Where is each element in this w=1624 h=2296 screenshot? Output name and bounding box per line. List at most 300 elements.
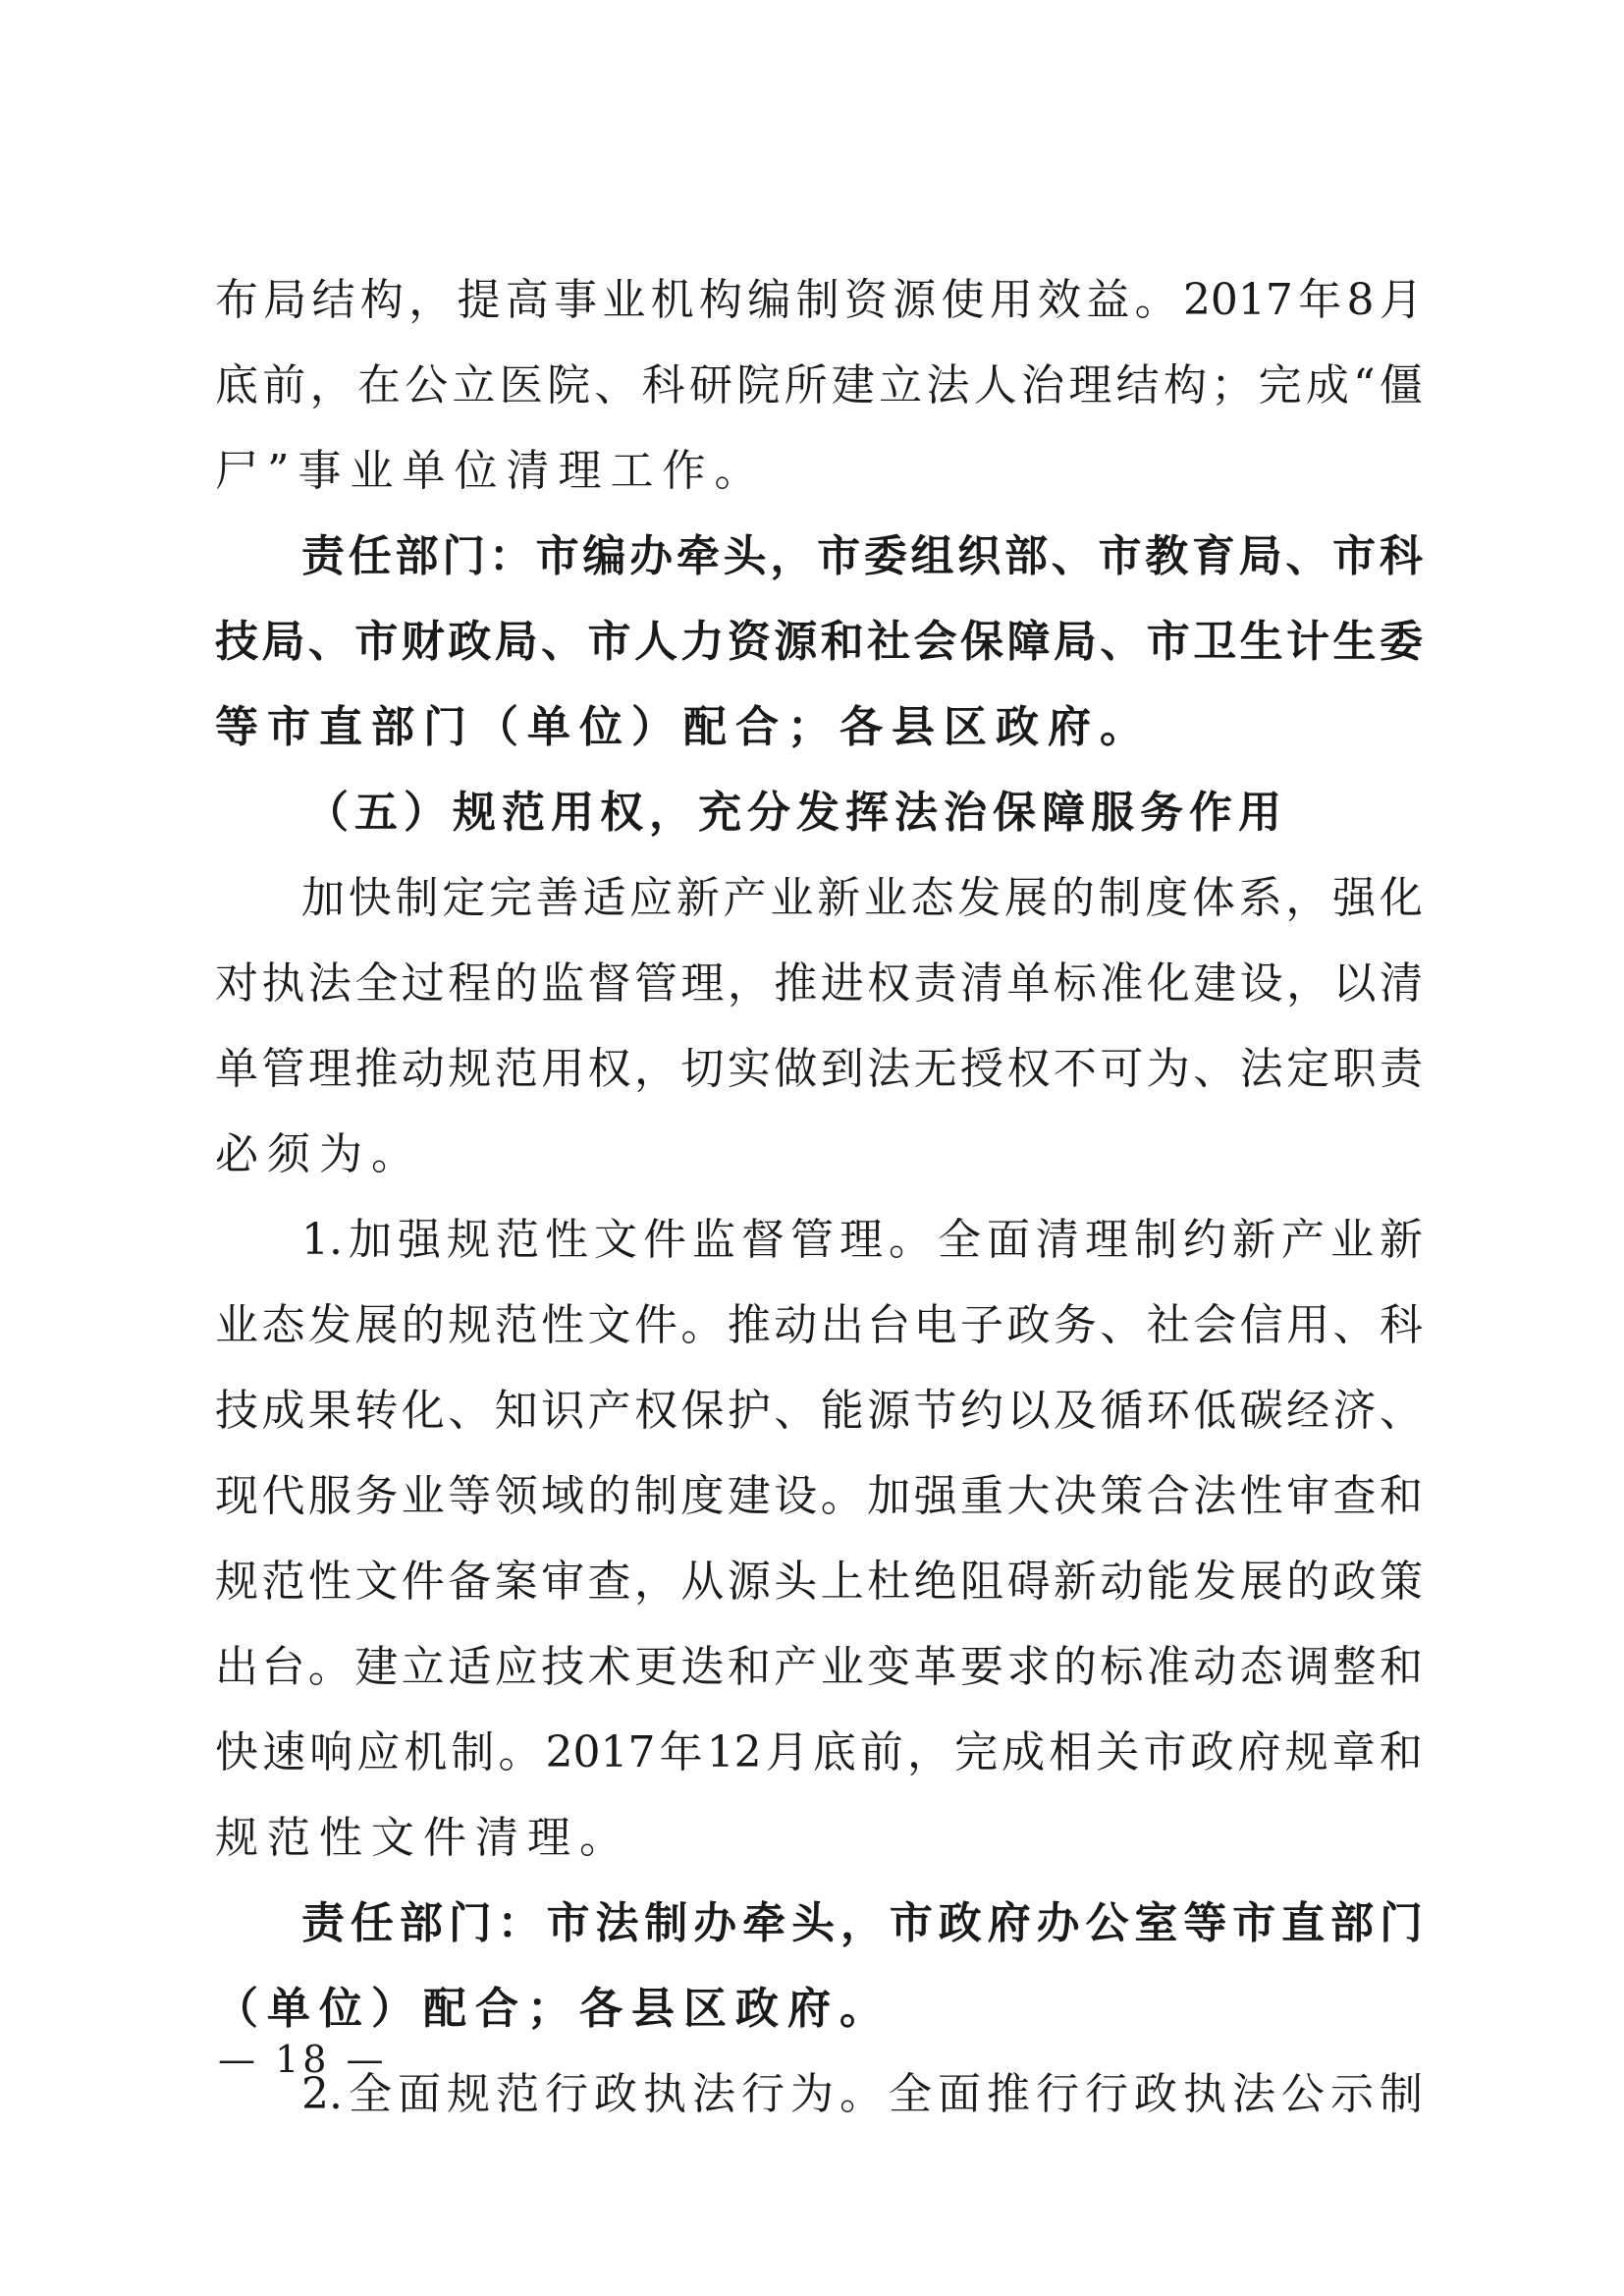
glyph: 度: [680, 1471, 725, 1521]
glyph: 委: [863, 531, 907, 581]
glyph: 。: [820, 1471, 864, 1521]
glyph: 出: [820, 1300, 864, 1350]
glyph: 子: [960, 1300, 1003, 1350]
glyph: 务: [354, 1471, 399, 1521]
glyph: 资: [843, 275, 888, 325]
glyph: 法: [1239, 1044, 1283, 1094]
glyph: 头: [791, 1898, 836, 1948]
glyph: 市: [1143, 1727, 1187, 1777]
glyph: 规: [448, 1044, 492, 1094]
glyph: 革: [913, 1642, 957, 1692]
glyph: 制: [795, 275, 839, 325]
glyph: 在: [356, 360, 401, 410]
glyph: 快: [348, 873, 392, 923]
glyph: 责: [913, 958, 957, 1009]
glyph: 新: [1053, 1557, 1097, 1607]
glyph: 准: [1146, 1642, 1190, 1692]
glyph: 推: [727, 1300, 771, 1350]
glyph: 护: [727, 1386, 771, 1436]
glyph: 对: [215, 958, 258, 1009]
glyph: 、: [1332, 1300, 1377, 1350]
glyph: 推: [774, 958, 818, 1009]
glyph: 社: [867, 617, 911, 667]
glyph: 出: [215, 1642, 258, 1692]
glyph: 绝: [913, 1557, 957, 1607]
glyph: 政: [938, 1898, 982, 1948]
glyph: 成: [261, 1386, 305, 1436]
glyph: ，: [633, 1044, 677, 1094]
glyph: 新: [1379, 1215, 1423, 1265]
glyph: 标: [1053, 958, 1097, 1009]
glyph: 。: [498, 1727, 542, 1777]
text-line: [215, 428, 1423, 514]
glyph: 完: [488, 873, 532, 923]
glyph: 等: [448, 1471, 492, 1521]
text-line: [215, 1624, 1423, 1710]
line-text: 等市直部门（单位）配合；各县区政府。: [215, 702, 1152, 752]
glyph: 规: [446, 2069, 490, 2119]
text-line: [215, 684, 1423, 770]
glyph: 源: [893, 275, 937, 325]
glyph: ，: [1285, 873, 1329, 923]
glyph: 和: [820, 617, 864, 667]
glyph: 市: [354, 617, 399, 667]
glyph: 代: [261, 1471, 305, 1521]
glyph: 新: [676, 873, 720, 923]
glyph: 理: [680, 958, 725, 1009]
glyph: 业: [820, 1642, 864, 1692]
glyph: 法: [1231, 2069, 1275, 2119]
glyph: 清: [1035, 1215, 1079, 1265]
glyph: 准: [1100, 958, 1144, 1009]
glyph: 部: [399, 1898, 443, 1948]
glyph: 杜: [867, 1557, 911, 1607]
glyph: 局: [494, 617, 538, 667]
glyph: 院: [547, 360, 591, 410]
glyph: 术: [587, 1642, 631, 1692]
glyph: 件: [642, 1215, 686, 1265]
glyph: 识: [541, 1386, 585, 1436]
paragraph-6: [215, 2051, 1423, 2137]
glyph: 用: [541, 1044, 585, 1094]
glyph: 构: [1163, 360, 1207, 410]
text-line: [215, 1197, 1423, 1283]
glyph: 要: [960, 1642, 1003, 1692]
glyph: 权: [867, 958, 911, 1009]
glyph: 年: [659, 1727, 703, 1777]
glyph: 善: [535, 873, 579, 923]
glyph: 碳: [1239, 1386, 1283, 1436]
glyph: 体: [1191, 873, 1235, 923]
glyph: 知: [494, 1386, 538, 1436]
glyph: 源: [867, 1386, 911, 1436]
glyph: 、: [774, 1386, 818, 1436]
glyph: 设: [1239, 958, 1283, 1009]
glyph: 理: [1084, 1215, 1128, 1265]
glyph: 局: [261, 617, 305, 667]
glyph: 查: [587, 1557, 631, 1607]
glyph: 立: [401, 1642, 445, 1692]
glyph: 业: [602, 275, 646, 325]
glyph: 切: [680, 1044, 725, 1094]
glyph: 化: [401, 1386, 445, 1436]
glyph: 展: [1239, 1557, 1283, 1607]
text-line: [215, 941, 1423, 1026]
glyph: 域: [541, 1471, 585, 1521]
glyph: 文: [587, 1300, 631, 1350]
glyph: 编: [747, 275, 791, 325]
glyph: 立: [879, 360, 923, 410]
glyph: 制: [1379, 2069, 1423, 2119]
glyph: 标: [1100, 1642, 1144, 1692]
glyph: 结: [1115, 360, 1160, 410]
glyph: 不: [1053, 1044, 1097, 1094]
glyph: 编: [582, 531, 626, 581]
glyph: 行: [1035, 2069, 1079, 2119]
glyph: 政: [1006, 1300, 1051, 1350]
glyph: 织: [957, 531, 1001, 581]
glyph: 关: [1096, 1727, 1140, 1777]
glyph: 研: [688, 360, 732, 410]
glyph: 生: [1332, 617, 1377, 667]
glyph: 完: [954, 1727, 999, 1777]
glyph: 门: [442, 531, 486, 581]
glyph: 清: [960, 958, 1003, 1009]
glyph: 相: [1049, 1727, 1093, 1777]
glyph: 合: [1146, 1471, 1190, 1521]
glyph: 面: [397, 2069, 441, 2119]
glyph: 部: [1004, 531, 1049, 581]
glyph: 性: [541, 1300, 585, 1350]
glyph: 可: [1100, 1044, 1144, 1094]
glyph: 、: [541, 617, 585, 667]
text-line: [215, 1966, 1423, 2051]
glyph: 节: [913, 1386, 957, 1436]
glyph: 管: [633, 958, 677, 1009]
glyph: 强: [1332, 873, 1377, 923]
glyph: 调: [1286, 1642, 1330, 1692]
glyph: 资: [727, 617, 771, 667]
glyph: 、: [1193, 1044, 1237, 1094]
glyph: 僵: [1379, 360, 1423, 410]
document-body: [215, 257, 1423, 2137]
glyph: 技: [541, 1642, 585, 1692]
glyph: 科: [641, 360, 685, 410]
text-line: [215, 1283, 1423, 1368]
paragraph-1: [215, 257, 1423, 514]
glyph: 科: [1379, 1300, 1423, 1350]
glyph: ，: [907, 1727, 950, 1777]
glyph: 机: [650, 275, 694, 325]
glyph: ：: [488, 531, 532, 581]
glyph: 法: [307, 958, 352, 1009]
line-text: 必须为。: [215, 1129, 423, 1179]
glyph: 、: [1285, 531, 1329, 581]
glyph: 为: [1146, 1044, 1190, 1094]
glyph: 策: [1100, 1471, 1144, 1521]
glyph: 设: [774, 1471, 818, 1521]
glyph: 办: [629, 531, 674, 581]
glyph: 到: [820, 1044, 864, 1094]
heading-text: （五）规范用权，充分发挥法治保障服务作用: [305, 788, 1287, 838]
glyph: 经: [1286, 1386, 1330, 1436]
glyph: 速: [262, 1727, 306, 1777]
glyph: 市: [1332, 531, 1377, 581]
glyph: 前: [262, 360, 306, 410]
glyph: 全: [937, 1215, 981, 1265]
glyph: 建: [1193, 958, 1237, 1009]
glyph: 决: [1053, 1471, 1097, 1521]
line-text: 规范性文件清理。: [215, 1813, 631, 1863]
glyph: ，: [1286, 958, 1330, 1009]
glyph: 办: [1036, 1898, 1080, 1948]
section-heading: [215, 770, 1423, 855]
glyph: 市: [817, 531, 861, 581]
glyph: 责: [301, 531, 345, 581]
glyph: 效: [1038, 275, 1082, 325]
text-line: [215, 343, 1423, 428]
glyph: 等: [1183, 1898, 1227, 1948]
glyph: 执: [1182, 2069, 1226, 2119]
glyph: 加: [348, 1215, 392, 1265]
glyph: 文: [354, 1557, 399, 1607]
glyph: 8: [1346, 275, 1375, 325]
glyph: 头: [723, 531, 767, 581]
glyph: 能: [1146, 1557, 1190, 1607]
glyph: 技: [215, 1386, 258, 1436]
glyph: 动: [401, 1044, 445, 1094]
glyph: 台: [867, 1300, 911, 1350]
glyph: 、: [1051, 531, 1095, 581]
glyph: 立: [452, 360, 496, 410]
glyph: 源: [774, 617, 818, 667]
glyph: 人: [973, 360, 1017, 410]
glyph: 府: [1237, 1727, 1281, 1777]
glyph: 构: [698, 275, 742, 325]
glyph: 障: [1006, 617, 1051, 667]
glyph: 强: [397, 1215, 441, 1265]
glyph: 财: [401, 617, 445, 667]
glyph: 推: [354, 1044, 399, 1094]
glyph: 执: [261, 958, 305, 1009]
glyph: 社: [1146, 1300, 1190, 1350]
glyph: 响: [309, 1727, 353, 1777]
text-line: [215, 1368, 1423, 1453]
glyph: 构: [359, 275, 404, 325]
glyph: 领: [494, 1471, 538, 1521]
glyph: 管: [261, 1044, 305, 1094]
glyph: 重: [960, 1471, 1003, 1521]
glyph: 件: [401, 1557, 445, 1607]
glyph: 范: [495, 1215, 539, 1265]
glyph: 法: [595, 1898, 639, 1948]
glyph: 市: [1232, 1898, 1276, 1948]
glyph: 理: [1068, 360, 1112, 410]
glyph: 动: [774, 1300, 818, 1350]
glyph: 局: [1053, 617, 1097, 667]
glyph: 业: [863, 873, 907, 923]
paragraph-responsibility-2: [215, 1881, 1423, 2051]
glyph: 法: [691, 2069, 735, 2119]
glyph: 源: [727, 1557, 771, 1607]
glyph: 公: [405, 360, 449, 410]
glyph: 展: [354, 1300, 399, 1350]
glyph: 医: [499, 360, 543, 410]
paragraph-responsibility-1: [215, 514, 1423, 770]
text-line: [215, 1026, 1423, 1112]
glyph: 济: [1332, 1386, 1377, 1436]
glyph: 法: [867, 1044, 911, 1094]
glyph: 科: [1379, 531, 1423, 581]
glyph: 市: [1098, 531, 1142, 581]
glyph: 布: [215, 275, 258, 325]
glyph: 监: [541, 958, 585, 1009]
glyph: 部: [395, 531, 439, 581]
text-line: [215, 1881, 1423, 1966]
glyph: 性: [544, 1215, 588, 1265]
glyph: 提: [457, 275, 501, 325]
glyph: 结: [311, 275, 355, 325]
glyph: 迭: [680, 1642, 725, 1692]
glyph: 督: [740, 1215, 785, 1265]
glyph: 约: [960, 1386, 1003, 1436]
glyph: 的: [1051, 873, 1095, 923]
glyph: 、: [448, 1386, 492, 1436]
glyph: 市: [889, 1898, 933, 1948]
glyph: 环: [1146, 1386, 1190, 1436]
glyph: 动: [1100, 1557, 1144, 1607]
glyph: 。: [307, 1642, 352, 1692]
glyph: 育: [1191, 531, 1235, 581]
glyph: 应: [629, 873, 674, 923]
glyph: 门: [1379, 1898, 1423, 1948]
glyph: 牵: [742, 1898, 786, 1948]
glyph: 阻: [960, 1557, 1003, 1607]
glyph: ，: [633, 1557, 677, 1607]
glyph: 态: [261, 1300, 305, 1350]
glyph: 12: [706, 1727, 762, 1777]
glyph: 务: [1053, 1300, 1097, 1350]
glyph: 定: [1286, 1044, 1330, 1094]
text-line: [215, 2051, 1423, 2137]
glyph: 保: [960, 617, 1003, 667]
glyph: 清: [1379, 958, 1423, 1009]
glyph: 性: [307, 1557, 352, 1607]
glyph: 应: [494, 1642, 538, 1692]
glyph: ，: [408, 275, 453, 325]
glyph: 以: [1332, 958, 1377, 1009]
glyph: 政: [1332, 1557, 1377, 1607]
glyph: 计: [1286, 617, 1330, 667]
glyph: 2017: [545, 1727, 656, 1777]
glyph: ，: [309, 360, 353, 410]
glyph: 适: [448, 1642, 492, 1692]
glyph: 建: [727, 1471, 771, 1521]
glyph: 底: [215, 360, 258, 410]
glyph: 。: [888, 1215, 932, 1265]
glyph: 和: [1379, 1727, 1423, 1777]
glyph: 产: [587, 1386, 631, 1436]
glyph: 新: [1231, 1215, 1275, 1265]
glyph: 职: [1332, 1044, 1377, 1094]
glyph: 性: [1239, 1471, 1283, 1521]
glyph: 审: [541, 1557, 585, 1607]
glyph: 、: [1379, 1386, 1423, 1436]
glyph: 公: [1085, 1898, 1129, 1948]
glyph: 室: [1134, 1898, 1178, 1948]
glyph: 责: [301, 1898, 345, 1948]
glyph: 以: [1006, 1386, 1051, 1436]
glyph: 行: [1084, 2069, 1128, 2119]
glyph: 月: [1379, 275, 1423, 325]
glyph: 的: [494, 958, 538, 1009]
glyph: 会: [1193, 1300, 1237, 1350]
glyph: 机: [404, 1727, 448, 1777]
line-text: 尸”事业单位清理工作。: [215, 446, 767, 496]
glyph: 台: [261, 1642, 305, 1692]
glyph: 信: [1239, 1300, 1283, 1350]
glyph: 牵: [676, 531, 720, 581]
glyph: 能: [820, 1386, 864, 1436]
glyph: 制: [633, 1471, 677, 1521]
glyph: 益: [1086, 275, 1130, 325]
glyph: 行: [544, 2069, 588, 2119]
glyph: 策: [1379, 1557, 1423, 1607]
glyph: 果: [307, 1386, 352, 1436]
glyph: 规: [1284, 1727, 1328, 1777]
glyph: 文: [593, 1215, 637, 1265]
glyph: 局: [1238, 531, 1282, 581]
glyph: 系: [1238, 873, 1282, 923]
glyph: 产: [723, 873, 767, 923]
glyph: 应: [356, 1727, 401, 1777]
glyph: 规: [215, 1557, 258, 1607]
glyph: 保: [680, 1386, 725, 1436]
glyph: 。: [839, 2069, 883, 2119]
glyph: 卫: [1193, 617, 1237, 667]
glyph: 态: [910, 873, 954, 923]
glyph: 进: [820, 958, 864, 1009]
glyph: 市: [546, 1898, 590, 1948]
glyph: 发: [307, 1300, 352, 1350]
glyph: 快: [215, 1727, 258, 1777]
glyph: 教: [1145, 531, 1189, 581]
glyph: 政: [1133, 2069, 1177, 2119]
glyph: 为: [789, 2069, 834, 2119]
glyph: 定: [442, 873, 486, 923]
glyph: 权: [587, 1044, 631, 1094]
page-number: — 18 —: [218, 2038, 388, 2081]
glyph: 。: [680, 1300, 725, 1350]
glyph: 的: [1053, 1642, 1097, 1692]
glyph: 适: [582, 873, 626, 923]
glyph: 件: [633, 1300, 677, 1350]
glyph: 变: [867, 1642, 911, 1692]
glyph: 。: [1134, 275, 1178, 325]
glyph: 公: [1280, 2069, 1325, 2119]
glyph: 面: [937, 2069, 981, 2119]
glyph: 月: [765, 1727, 809, 1777]
glyph: 直: [1281, 1898, 1326, 1948]
text-line: [215, 257, 1423, 343]
glyph: 成: [1001, 1727, 1046, 1777]
glyph: 审: [1286, 1471, 1330, 1521]
glyph: 展: [1004, 873, 1049, 923]
glyph: 范: [495, 2069, 539, 2119]
glyph: 管: [789, 1215, 834, 1265]
glyph: 范: [494, 1300, 538, 1350]
glyph: 建: [831, 360, 875, 410]
